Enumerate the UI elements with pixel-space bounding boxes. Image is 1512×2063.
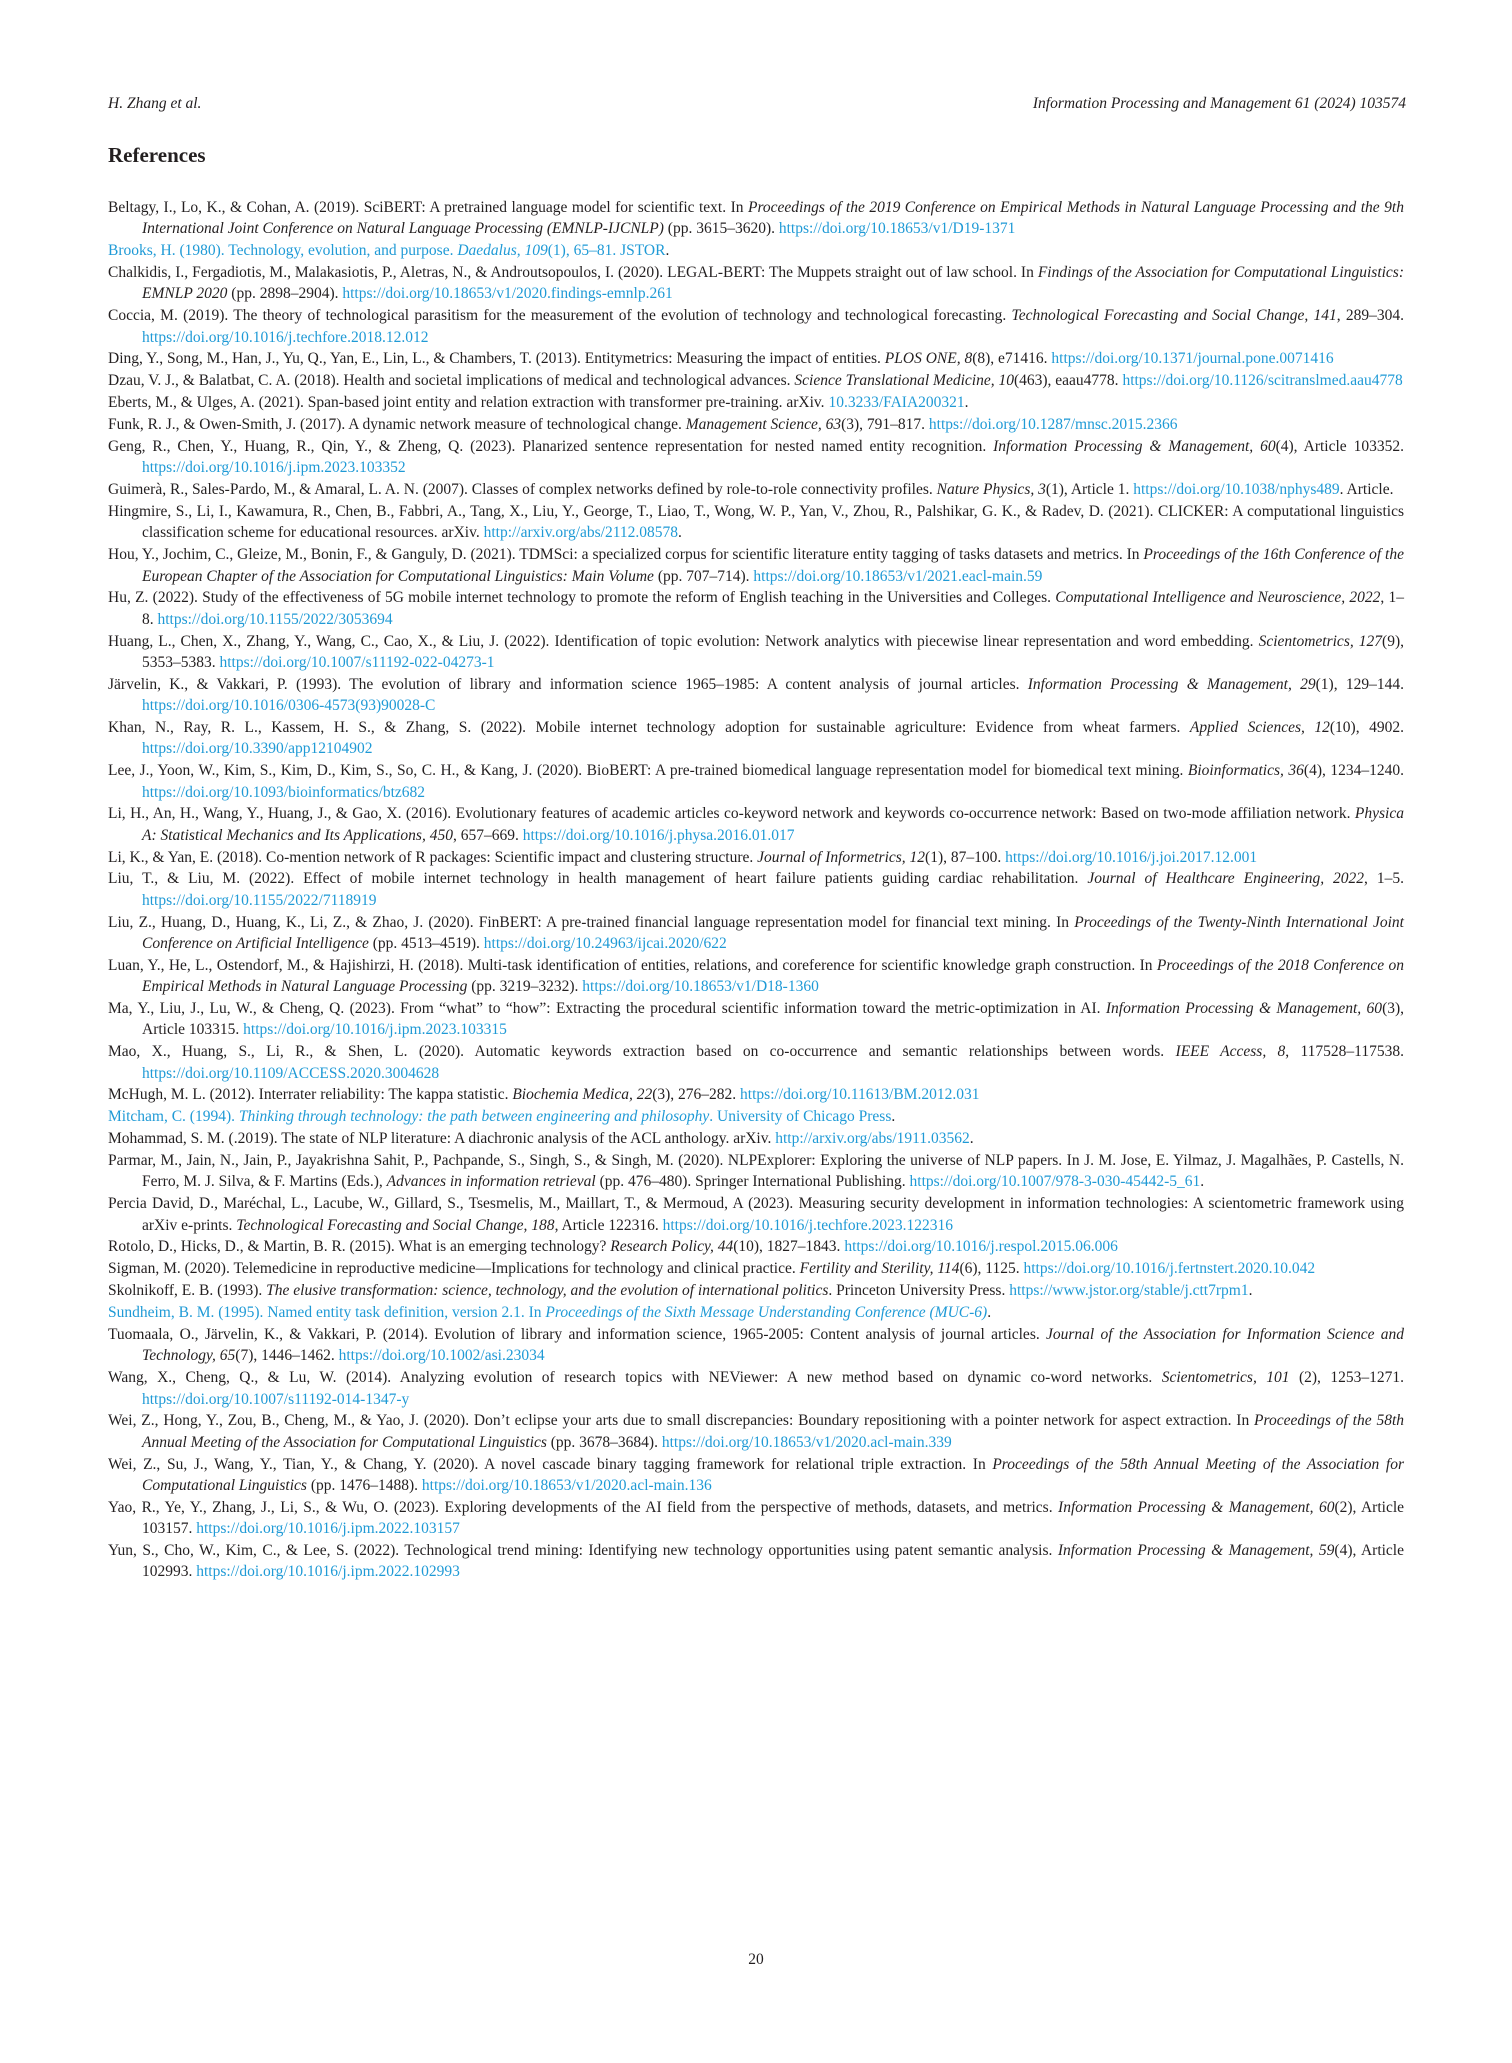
reference-source-title: Biochemia Medica, 22	[512, 1086, 653, 1104]
reference-entry	[108, 631, 1404, 674]
reference-text: (pp. 476–480). Springer International Publishing.	[595, 1173, 910, 1191]
reference-text: Coccia, M. (2019). The theory of technological parasitism for the measurement of the evolution of technology and technological forecasting.	[108, 307, 1012, 325]
reference-entry	[108, 501, 1404, 544]
reference-doi-link[interactable]: http://arxiv.org/abs/2112.08578	[483, 524, 679, 542]
reference-entry	[108, 305, 1404, 348]
reference-source-title: Proceedings of the Twenty-Ninth International Joint Conference on Artificial Intelligence	[142, 913, 1404, 952]
reference-doi-link[interactable]: https://doi.org/10.24963/ijcai.2020/622	[483, 934, 727, 952]
reference-doi-link[interactable]: https://doi.org/10.1287/mnsc.2015.2366	[928, 416, 1178, 434]
reference-doi-link[interactable]: https://doi.org/10.1016/j.ipm.2022.102993	[196, 1563, 460, 1581]
reference-source-title: Proceedings of the 2018 Conference on Empirical Methods in Natural Language Processing	[142, 956, 1404, 996]
reference-text: (3), Article 103315.	[142, 1000, 1405, 1039]
reference-text: (7), 1446–1462.	[235, 1347, 339, 1365]
reference-doi-link[interactable]: https://doi.org/10.1155/2022/3053694	[157, 610, 393, 628]
reference-text: Hingmire, S., Li, I., Kawamura, R., Chen, B., Fabbri, A., Tang, X., Liu, Y., George, T., Liao, T., Wong, W. P., Yan, V., Zhou, R., Palshikar, G. K., & Radev, D. (2021). CLICKER: A computational linguistics classification scheme for educational resources. arXiv.	[108, 503, 1404, 542]
reference-source-title: Physica A: Statistical Mechanics and Its Applications, 450	[142, 805, 1404, 844]
reference-text: .	[1248, 1282, 1253, 1300]
reference-entry	[108, 1258, 1404, 1279]
reference-entry	[108, 197, 1404, 240]
reference-text: , 1–8.	[142, 589, 1405, 628]
reference-text: .	[969, 1130, 974, 1148]
reference-text: .	[987, 1304, 992, 1322]
reference-text: Funk, R. J., & Owen-Smith, J. (2017). A dynamic network measure of technological change.	[108, 416, 686, 434]
reference-source-title: Information Processing & Management, 60	[1058, 1498, 1335, 1516]
reference-text: (10), 4902.	[1329, 719, 1404, 737]
reference-source-title: The elusive transformation: science, technology, and the evolution of international politics	[266, 1282, 829, 1300]
reference-text: (1), 65–81. JSTOR	[547, 242, 666, 260]
reference-doi-link[interactable]: https://doi.org/10.1016/j.ipm.2022.103157	[196, 1520, 460, 1538]
reference-entry	[108, 1106, 1404, 1127]
reference-text: (6), 1125.	[959, 1260, 1024, 1278]
reference-doi-link[interactable]: http://arxiv.org/abs/1911.03562	[775, 1130, 970, 1148]
reference-text: Huang, L., Chen, X., Zhang, Y., Wang, C., Cao, X., & Liu, J. (2022). Identification of topic evolution: Network analytics with piecewise linear representation and word embedding.	[108, 632, 1259, 650]
reference-text: Luan, Y., He, L., Ostendorf, M., & Hajishirzi, H. (2018). Multi-task identification of entities, relations, and coreference for scientific knowledge graph construction. In	[108, 956, 1157, 974]
reference-text: , Article 122316.	[554, 1216, 663, 1234]
reference-source-title: Proceedings of the 2019 Conference on Empirical Methods in Natural Language Processing and the 9th International Joint Conference on Natural Language Processing (EMNLP-IJCNLP)	[142, 199, 1404, 238]
reference-doi-link[interactable]: https://doi.org/10.3390/app12104902	[142, 740, 373, 758]
reference-doi-link[interactable]: https://doi.org/10.1109/ACCESS.2020.3004628	[142, 1064, 440, 1082]
reference-text: Geng, R., Chen, Y., Huang, R., Qin, Y., & Zheng, Q. (2023). Planarized sentence representation for nested named entity recognition.	[108, 438, 994, 456]
reference-doi-link[interactable]: https://doi.org/10.1126/scitranslmed.aau4778	[1122, 372, 1403, 390]
reference-text: Wei, Z., Hong, Y., Zou, B., Cheng, M., & Yao, J. (2020). Don’t eclipse your arts due to small discrepancies: Boundary repositioning with a pointer network for aspect extraction. In	[108, 1412, 1255, 1430]
reference-text: .	[1200, 1173, 1205, 1191]
reference-text: Wang, X., Cheng, Q., & Lu, W. (2014). Analyzing evolution of research topics with NEViewer: A new method based on dynamic co-word networks.	[108, 1369, 1162, 1387]
reference-source-title: Fertility and Sterility, 114	[799, 1260, 960, 1278]
reference-text: Percia David, D., Maréchal, L., Lacube, W., Gillard, S., Tsesmelis, M., Maillart, T., & Mermoud, A (2023). Measuring security development in information technologies: A scientometric framework using arXiv e-prints.	[108, 1195, 1404, 1234]
reference-source-title: IEEE Access, 8	[1175, 1043, 1286, 1061]
reference-entry	[108, 803, 1404, 846]
reference-text: .	[964, 394, 969, 412]
reference-text: (pp. 3219–3232).	[467, 978, 583, 996]
reference-text: (pp. 4513–4519).	[368, 934, 484, 952]
reference-entry	[108, 1193, 1404, 1236]
reference-entry	[108, 998, 1404, 1041]
reference-text: Yao, R., Ye, Y., Zhang, J., Li, S., & Wu, O. (2023). Exploring developments of the AI field from the perspective of methods, datasets, and metrics.	[108, 1498, 1059, 1516]
reference-source-title: Journal of Healthcare Engineering, 2022	[1087, 870, 1365, 888]
reference-entry	[108, 717, 1404, 760]
reference-doi-link[interactable]: https://doi.org/10.1016/0306-4573(93)90028-C	[142, 697, 436, 715]
reference-doi-link[interactable]: https://doi.org/10.18653/v1/2021.eacl-main.59	[753, 567, 1043, 585]
page-number: 20	[748, 1951, 764, 1968]
reference-text: , 117528–117538.	[1285, 1043, 1404, 1061]
reference-doi-link[interactable]: https://doi.org/10.1016/j.physa.2016.01.017	[522, 826, 795, 844]
reference-doi-link[interactable]: https://doi.org/10.1007/978-3-030-45442-5_61	[909, 1173, 1201, 1191]
reference-doi-link[interactable]: https://doi.org/10.18653/v1/D18-1360	[582, 978, 819, 996]
reference-text: (1), 129–144.	[1315, 675, 1405, 693]
reference-entry	[108, 348, 1404, 369]
reference-entry	[108, 847, 1404, 868]
reference-doi-link[interactable]: https://www.jstor.org/stable/j.ctt7rpm1	[1009, 1282, 1249, 1300]
reference-source-title: Advances in information retrieval	[386, 1173, 596, 1191]
reference-text: Sundheim, B. M. (1995). Named entity task definition, version 2.1. In	[108, 1304, 546, 1322]
reference-doi-link[interactable]: https://doi.org/10.1007/s11192-014-1347-y	[142, 1390, 410, 1408]
section-title: References	[108, 143, 206, 167]
reference-text: Dzau, V. J., & Balatbat, C. A. (2018). Health and societal implications of medical and technological advances.	[108, 372, 795, 390]
reference-doi-link[interactable]: https://doi.org/10.18653/v1/2020.acl-main.136	[421, 1476, 712, 1494]
reference-text: (9), 5353–5383.	[142, 632, 1404, 671]
reference-doi-link[interactable]: https://doi.org/10.1016/j.techfore.2018.12.012	[142, 328, 429, 346]
reference-source-title: Technological Forecasting and Social Change, 141	[1011, 307, 1337, 325]
reference-text: (pp. 2898–2904).	[227, 285, 343, 303]
reference-doi-link[interactable]: https://doi.org/10.1016/j.techfore.2023.122316	[662, 1216, 953, 1234]
reference-text: Ding, Y., Song, M., Han, J., Yu, Q., Yan, E., Lin, L., & Chambers, T. (2013). Entitymetrics: Measuring the impact of entities.	[108, 350, 885, 368]
reference-source-title: Proceedings of the Sixth Message Understanding Conference (MUC-6)	[545, 1304, 988, 1322]
reference-doi-link[interactable]: https://doi.org/10.1016/j.ipm.2023.103315	[243, 1021, 507, 1039]
reference-source-title: Technological Forecasting and Social Change, 188	[236, 1216, 555, 1234]
reference-entry	[108, 1084, 1404, 1105]
reference-entry	[108, 240, 1404, 261]
reference-entry	[108, 1410, 1404, 1453]
reference-entry	[108, 392, 1404, 413]
reference-text: (4), Article 102993.	[142, 1541, 1404, 1581]
reference-doi-link[interactable]: https://doi.org/10.11613/BM.2012.031	[740, 1086, 980, 1104]
reference-text: Liu, Z., Huang, D., Huang, K., Li, Z., & Zhao, J. (2020). FinBERT: A pre-trained financial language representation model for financial text mining. In	[108, 913, 1075, 931]
reference-text: , 289–304.	[1336, 307, 1405, 325]
reference-text: , 1–5.	[1364, 870, 1404, 888]
reference-entry	[108, 436, 1404, 479]
reference-text: Parmar, M., Jain, N., Jain, P., Jayakrishna Sahit, P., Pachpande, S., Singh, S., & Singh, M. (2020). NLPExplorer: Exploring the universe of NLP papers. In J. M. Jose, E. Yilmaz, J. Magalhães, P. Castells, N. Ferro, M. J. Silva, & F. Martins (Eds.),	[108, 1152, 1404, 1191]
reference-text: (pp. 1476–1488).	[306, 1476, 422, 1494]
running-header-authors: H. Zhang et al.	[108, 95, 202, 112]
running-header-journal: Information Processing and Management 61 (2024) 103574	[1032, 95, 1406, 112]
reference-entry	[108, 1302, 1404, 1323]
reference-source-title: Nature Physics, 3	[936, 481, 1046, 499]
reference-entry	[108, 262, 1404, 305]
reference-text: .	[891, 1108, 896, 1126]
reference-source-title: Management Science, 63	[685, 416, 842, 434]
reference-text: (4), Article 103352.	[1275, 438, 1404, 456]
reference-text: (10), 1827–1843.	[733, 1238, 845, 1256]
reference-text: .	[665, 242, 670, 260]
reference-text: (4), 1234–1240.	[1303, 762, 1405, 780]
reference-text: Hu, Z. (2022). Study of the effectiveness of 5G mobile internet technology to promote the reform of English teaching in the Universities and Colleges.	[108, 589, 1056, 607]
reference-doi-link[interactable]: https://doi.org/10.1016/j.fertnstert.2020.10.042	[1023, 1260, 1316, 1278]
reference-text: Sigman, M. (2020). Telemedicine in reproductive medicine—Implications for technology and clinical practice.	[108, 1260, 800, 1278]
reference-entry	[108, 370, 1404, 391]
reference-doi-link[interactable]: https://doi.org/10.1016/j.joi.2017.12.001	[1005, 848, 1258, 866]
reference-text: Guimerà, R., Sales-Pardo, M., & Amaral, L. A. N. (2007). Classes of complex networks defined by role-to-role connectivity profiles.	[108, 481, 937, 499]
reference-source-title: Daedalus, 109	[457, 242, 548, 260]
reference-source-title: Scientometrics, 127	[1258, 632, 1383, 650]
reference-source-title: Information Processing & Management, 59	[1057, 1541, 1335, 1559]
reference-doi-link[interactable]: https://doi.org/10.18653/v1/2020.findings-emnlp.261	[342, 285, 673, 303]
reference-entry	[108, 1454, 1404, 1497]
reference-text: . University of Chicago Press	[709, 1108, 892, 1126]
reference-source-title: Proceedings of the 16th Conference of the European Chapter of the Association for Computational Linguistics: Main Volume	[142, 546, 1404, 585]
reference-doi-link[interactable]: https://doi.org/10.1016/j.ipm.2023.103352	[142, 459, 406, 477]
reference-text: Khan, N., Ray, R. L., Kassem, H. S., & Zhang, S. (2022). Mobile internet technology adoption for sustainable agriculture: Evidence from wheat farmers.	[108, 719, 1190, 737]
reference-entry	[108, 1041, 1404, 1084]
reference-text: Wei, Z., Su, J., Wang, Y., Tian, Y., & Chang, Y. (2020). A novel cascade binary tagging framework for relational triple extraction. In	[108, 1455, 993, 1473]
reference-source-title: Bioinformatics, 36	[1187, 762, 1304, 780]
reference-text: (pp. 3678–3684).	[546, 1433, 662, 1451]
reference-text: Eberts, M., & Ulges, A. (2021). Span-based joint entity and relation extraction with transformer pre-training. arXiv.	[108, 394, 829, 412]
reference-text: (8), e71416.	[972, 350, 1052, 368]
reference-text: Ma, Y., Liu, J., Lu, W., & Cheng, Q. (2023). From “what” to “how”: Extracting the procedural scientific information toward the metric-optimization in AI.	[108, 1000, 1106, 1018]
reference-text: Järvelin, K., & Vakkari, P. (1993). The evolution of library and information science 1965–1985: A content analysis of journal articles.	[108, 675, 1028, 693]
reference-text: Tuomaala, O., Järvelin, K., & Vakkari, P. (2014). Evolution of library and information science, 1965-2005: Content analysis of journal articles.	[108, 1326, 1047, 1344]
reference-doi-link[interactable]: 10.3233/FAIA200321	[828, 394, 965, 412]
reference-text: (1), Article 1.	[1045, 481, 1134, 499]
reference-text: (1), 87–100.	[925, 848, 1006, 866]
reference-entry	[108, 544, 1404, 587]
reference-text: Lee, J., Yoon, W., Kim, S., Kim, D., Kim, S., So, C. H., & Kang, J. (2020). BioBERT: A pre-trained biomedical language representation model for biomedical text mining.	[108, 762, 1188, 780]
reference-source-title: Applied Sciences, 12	[1189, 719, 1330, 737]
reference-entry	[108, 674, 1404, 717]
reference-text: McHugh, M. L. (2012). Interrater reliability: The kappa statistic.	[108, 1086, 513, 1104]
reference-source-title: Information Processing & Management, 60	[993, 438, 1276, 456]
reference-text: (2), Article 103157.	[142, 1498, 1405, 1538]
reference-doi-link[interactable]: https://doi.org/10.1002/asi.23034	[338, 1347, 545, 1365]
reference-doi-link[interactable]: https://doi.org/10.1016/j.respol.2015.06.006	[844, 1238, 1118, 1256]
reference-doi-link[interactable]: https://doi.org/10.18653/v1/2020.acl-main.339	[661, 1433, 952, 1451]
reference-text: (2), 1253–1271.	[1289, 1369, 1404, 1387]
reference-entry	[108, 1540, 1404, 1583]
reference-source-title: Journal of the Association for Information Science and Technology, 65	[142, 1326, 1404, 1365]
reference-entry	[108, 1497, 1404, 1540]
reference-text: Brooks, H. (1980). Technology, evolution, and purpose.	[108, 242, 458, 260]
reference-text: . Article.	[1339, 481, 1394, 499]
reference-entry	[108, 1236, 1404, 1257]
reference-source-title: Science Translational Medicine, 10	[794, 372, 1014, 390]
reference-text: (3), 276–282.	[652, 1086, 741, 1104]
reference-entry	[108, 1324, 1404, 1367]
reference-entry	[108, 868, 1404, 911]
reference-text: .	[678, 524, 682, 542]
reference-source-title: PLOS ONE, 8	[884, 350, 973, 368]
reference-doi-link[interactable]: https://doi.org/10.1093/bioinformatics/btz682	[142, 783, 426, 801]
reference-entry	[108, 760, 1404, 803]
reference-doi-link[interactable]: https://doi.org/10.1007/s11192-022-04273-1	[219, 653, 495, 671]
reference-entry	[108, 1367, 1404, 1410]
reference-entry	[108, 955, 1404, 998]
reference-text: Yun, S., Cho, W., Kim, C., & Lee, S. (2022). Technological trend mining: Identifying new technology opportunities using patent semantic analysis.	[108, 1541, 1058, 1559]
reference-text: (463), eaau4778.	[1013, 372, 1123, 390]
reference-text: (3), 791–817.	[841, 416, 929, 434]
reference-text: Skolnikoff, E. B. (1993).	[108, 1282, 267, 1300]
reference-text: Chalkidis, I., Fergadiotis, M., Malakasiotis, P., Aletras, N., & Androutsopoulos, I. (2020). LEGAL-BERT: The Muppets straight out of law school. In	[108, 264, 1038, 282]
reference-source-title: Computational Intelligence and Neuroscience, 2022	[1055, 589, 1381, 607]
reference-source-title: Scientometrics, 101	[1161, 1369, 1290, 1387]
reference-entry	[108, 479, 1404, 500]
reference-entry	[108, 1150, 1404, 1193]
reference-source-title: Information Processing & Management, 60	[1105, 1000, 1383, 1018]
reference-doi-link[interactable]: https://doi.org/10.18653/v1/D19-1371	[778, 220, 1016, 238]
reference-source-title: Research Policy, 44	[610, 1238, 734, 1256]
reference-text: Li, K., & Yan, E. (2018). Co-mention network of R packages: Scientific impact and clustering structure.	[108, 848, 758, 866]
reference-text: Rotolo, D., Hicks, D., & Martin, B. R. (2015). What is an emerging technology?	[108, 1238, 611, 1256]
reference-source-title: Thinking through technology: the path between engineering and philosophy	[238, 1108, 710, 1126]
reference-text: . Princeton University Press.	[828, 1282, 1010, 1300]
reference-list	[108, 197, 1404, 1583]
reference-source-title: Journal of Informetrics, 12	[757, 848, 926, 866]
reference-text: Mohammad, S. M. (.2019). The state of NLP literature: A diachronic analysis of the ACL anthology. arXiv.	[108, 1130, 776, 1148]
reference-entry	[108, 414, 1404, 435]
reference-source-title: Findings of the Association for Computational Linguistics: EMNLP 2020	[142, 264, 1405, 303]
reference-text: Li, H., An, H., Wang, Y., Huang, J., & Gao, X. (2016). Evolutionary features of academic articles co-keyword network and keywords co-occurrence network: Based on two-mode affiliation network.	[108, 805, 1355, 823]
reference-entry	[108, 1280, 1404, 1301]
reference-text: (pp. 3615–3620).	[663, 220, 779, 238]
reference-text: Hou, Y., Jochim, C., Gleize, M., Bonin, F., & Ganguly, D. (2021). TDMSci: a specialized corpus for scientific literature entity tagging of tasks datasets and metrics. In	[108, 546, 1144, 564]
reference-text: Mitcham, C. (1994).	[108, 1108, 239, 1126]
reference-text: , 657–669.	[452, 826, 523, 844]
reference-text: Mao, X., Huang, S., Li, R., & Shen, L. (2020). Automatic keywords extraction based on co-occurrence and semantic relationships between words.	[108, 1043, 1176, 1061]
reference-entry	[108, 912, 1404, 955]
reference-source-title: Proceedings of the 58th Annual Meeting of the Association for Computational Linguistics	[142, 1455, 1404, 1494]
reference-doi-link[interactable]: https://doi.org/10.1038/nphys489	[1133, 481, 1340, 499]
reference-entry	[108, 1128, 1404, 1149]
reference-text: Beltagy, I., Lo, K., & Cohan, A. (2019). SciBERT: A pretrained language model for scientific text. In	[108, 199, 748, 216]
reference-doi-link[interactable]: https://doi.org/10.1371/journal.pone.0071416	[1051, 350, 1334, 368]
reference-text: Liu, T., & Liu, M. (2022). Effect of mobile internet technology in health management of heart failure patients guiding cardiac rehabilitation.	[108, 870, 1088, 888]
reference-doi-link[interactable]: https://doi.org/10.1155/2022/7118919	[142, 891, 377, 909]
reference-source-title: Information Processing & Management, 29	[1027, 675, 1316, 693]
reference-source-title: Proceedings of the 58th Annual Meeting of the Association for Computational Linguistics	[142, 1412, 1404, 1451]
reference-entry	[108, 587, 1404, 630]
reference-text: (pp. 707–714).	[653, 567, 754, 585]
